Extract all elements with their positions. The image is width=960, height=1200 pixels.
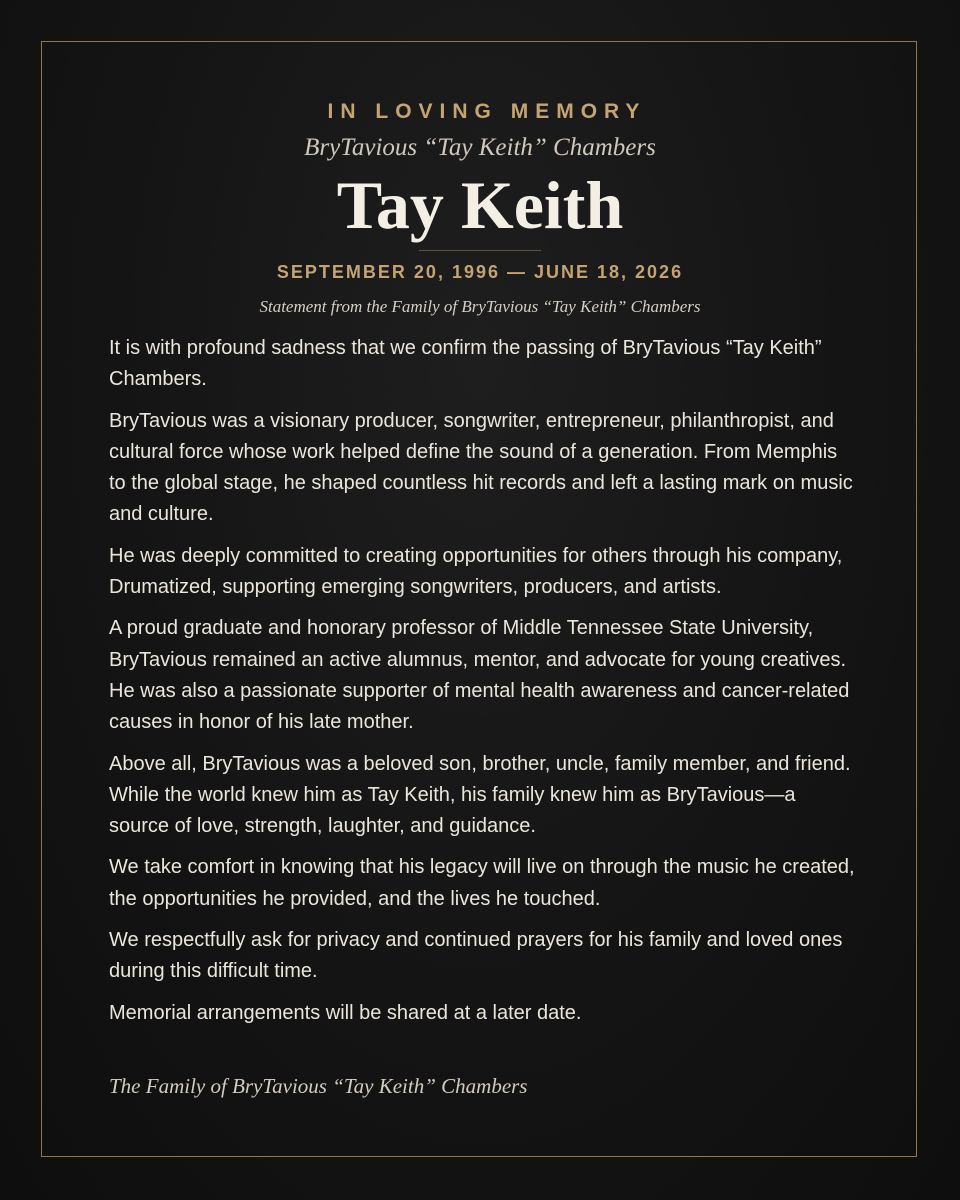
paragraph: He was deeply committed to creating opportunities for others through his company, Drumatized, supporting emerging songwriters, producers, and artists. <box>109 544 843 599</box>
paragraph: Memorial arrangements will be shared at a later date. <box>109 1001 582 1024</box>
life-dates: SEPTEMBER 20, 1996 — JUNE 18, 2026 <box>276 262 684 282</box>
title-divider <box>419 250 541 251</box>
in-loving-memory-heading: IN LOVING MEMORY <box>327 100 647 123</box>
statement-body <box>109 333 859 1039</box>
paragraph: A proud graduate and honorary professor of Middle Tennessee State University, BryTavious remained an active alumnus, mentor, and advocate for young creatives. He was also a passionate supporter of mental health awareness and cancer-related causes in honor of his late mother. <box>109 617 850 734</box>
paragraph: It is with profound sadness that we confirm the passing of BryTavious “Tay Keith” Chambers. <box>109 337 822 391</box>
statement-title: Statement from the Family of BryTavious “Tay Keith” Chambers <box>259 297 701 316</box>
paragraph: Above all, BryTavious was a beloved son, brother, uncle, family member, and friend. While the world knew him as Tay Keith, his family knew him as BryTavious—a source of love, strength, laughter, and guidance. <box>109 752 851 838</box>
paragraph: We take comfort in knowing that his legacy will live on through the music he created, the opportunities he provided, and the lives he touched. <box>109 856 855 910</box>
paragraph: BryTavious was a visionary producer, songwriter, entrepreneur, philanthropist, and cultural force whose work helped define the sound of a generation. From Memphis to the global stage, he shaped countless hit records and left a lasting mark on music and culture. <box>109 409 853 526</box>
paragraph: We respectfully ask for privacy and continued prayers for his family and loved ones during this difficult time. <box>109 929 843 983</box>
page-title: Tay Keith <box>336 167 624 243</box>
full-name-subtitle: BryTavious “Tay Keith” Chambers <box>304 134 656 161</box>
family-signature: The Family of BryTavious “Tay Keith” Chambers <box>109 1074 528 1098</box>
